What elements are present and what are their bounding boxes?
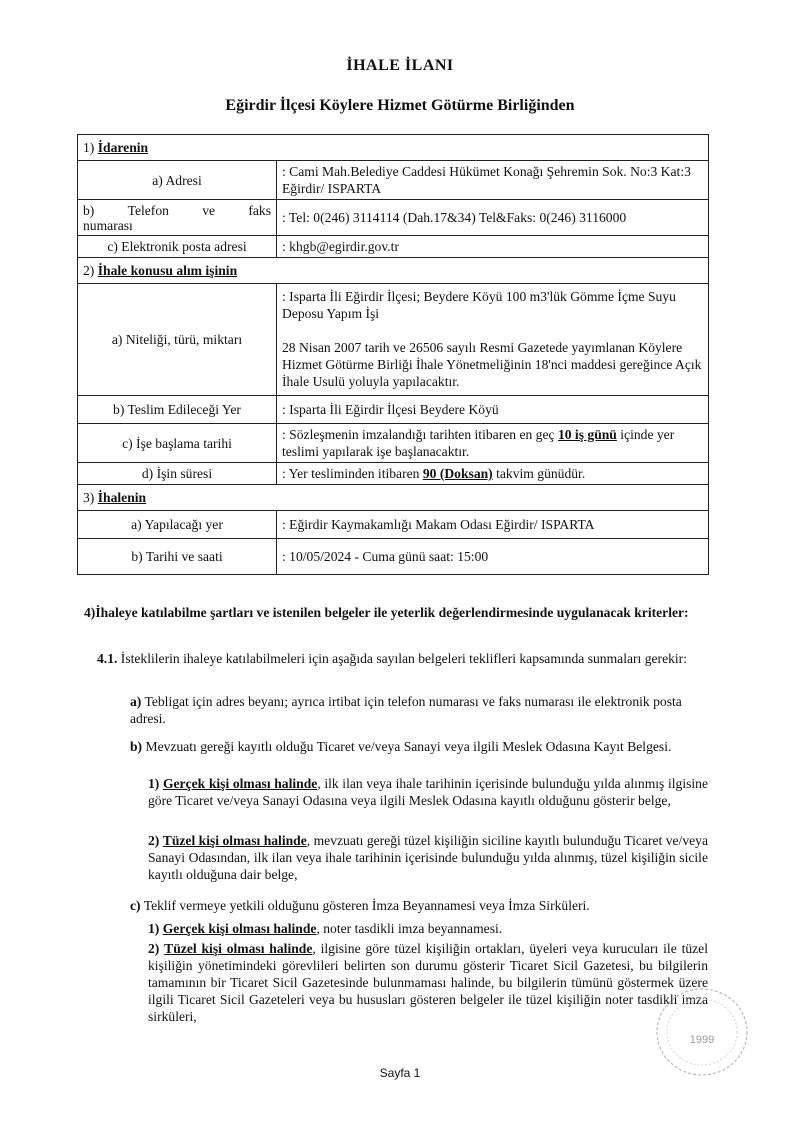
nature-value-2: 28 Nisan 2007 tarih ve 26506 sayılı Resmi Gazetede yayımlanan Köylere Hizmet Götürme Birliği İhale Yönetmeliğinin 18'nci maddesi gereğince Açık İhale Usulü yoluyla yapılacaktır.: [282, 340, 702, 389]
item-c-1: 1) Gerçek kişi olması halinde, noter tasdikli imza beyannamesi.: [148, 921, 503, 936]
duration-value: : Yer tesliminden itibaren 90 (Doksan) takvim günüdür.: [277, 463, 709, 485]
section-1-header-row: [78, 135, 709, 161]
duration-row: [78, 463, 709, 485]
date-label: b) Tarihi ve saati: [78, 539, 277, 575]
document-subtitle: Eğirdir İlçesi Köylere Hizmet Götürme Birliğinden: [225, 97, 575, 114]
address-row: [78, 161, 709, 200]
delivery-row: [78, 396, 709, 424]
section-2-header-row: [78, 258, 709, 284]
address-label: a) Adresi: [78, 161, 277, 200]
paragraph-4-1: 4.1. İsteklilerin ihaleye katılabilmeleri için aşağıda sayılan belgeleri teklifleri kapsamında sunmaları gerekir:: [97, 651, 687, 666]
section-1-heading: İdarenin: [97, 140, 149, 155]
email-row: [78, 236, 709, 258]
phone-label-word-2: ve: [202, 202, 216, 218]
item-c-2: 2) Tüzel kişi olması halinde, ilgisine göre tüzel kişiliğin ortakları, üyeleri veya kurucuları ile tüzel kişiliğin yönetimindeki görevlileri belirten son durumu gösterir Ticaret Sicil Gazetesi, bu bilgilerin tamamının bir Ticaret Sicil Gazetesinde bulunmaması halinde, bu bilgilerin tümünü göstermek üzere ilgili Ticaret Sicil Gazeteleri veya bu hususları gösteren belgeler ile tüzel kişiliğin noter tasdikli imza sirküleri,: [148, 941, 708, 1024]
nature-row: [78, 284, 709, 396]
place-value: : Eğirdir Kaymakamlığı Makam Odası Eğirdir/ ISPARTA: [277, 511, 709, 539]
place-label: a) Yapılacağı yer: [78, 511, 277, 539]
item-b-1: 1) Gerçek kişi olması halinde, ilk ilan veya ihale tarihinin içerisinde bulunduğu yılda alınmış ilgisine göre Ticaret ve/veya Sanayi Odasına veya ilgili Meslek Odasına kayıtlı olduğunu gösterir belge,: [148, 776, 708, 808]
phone-label-word-4: numarası: [83, 217, 133, 233]
phone-label-letter: b): [83, 202, 95, 218]
phone-label-word-1: Telefon: [127, 202, 169, 218]
section-1-number: 1): [83, 140, 95, 155]
start-label: c) İşe başlama tarihi: [78, 424, 277, 463]
section-3-number: 3): [83, 490, 95, 505]
email-value: : khgb@egirdir.gov.tr: [277, 236, 709, 258]
stamp-year: 1999: [689, 1034, 715, 1046]
section-3-heading: İhalenin: [97, 490, 147, 505]
nature-label: a) Niteliği, türü, miktarı: [78, 284, 277, 396]
phone-label-word-3: faks: [248, 202, 271, 218]
duration-days-highlight: 90 (Doksan): [422, 466, 493, 481]
page-number: Sayfa 1: [379, 1066, 421, 1080]
date-row: [78, 539, 709, 575]
section-2-number: 2): [83, 263, 95, 278]
address-value: : Cami Mah.Belediye Caddesi Hükümet Konağı Şehremin Sok. No:3 Kat:3 Eğirdir/ ISPARTA: [277, 161, 709, 200]
nature-value-1: : Isparta İli Eğirdir İlçesi; Beydere Köyü 100 m3'lük Gömme İçme Suyu Deposu Yapım İşi: [282, 289, 676, 321]
item-b: b) Mevzuatı gereği kayıtlı olduğu Ticaret ve/veya Sanayi veya ilgili Meslek Odasına Kayıt Belgesi.: [130, 739, 672, 754]
item-c: c) Teklif vermeye yetkili olduğunu gösteren İmza Beyannamesi veya İmza Sirküleri.: [130, 898, 590, 913]
delivery-label: b) Teslim Edileceği Yer: [78, 396, 277, 424]
item-b-2: 2) Tüzel kişi olması halinde, mevzuatı gereği tüzel kişiliğin siciline kayıtlı bulunduğu Ticaret ve/veya Sanayi Odasından, ilk ilan veya ihale tarihinin içerisinde bulunduğu yılda alınmış, tüzel kişiliğin sicile kayıtlı olduğuna dair belge,: [148, 833, 708, 882]
phone-value: : Tel: 0(246) 3114114 (Dah.17&34) Tel&Faks: 0(246) 3116000: [277, 200, 709, 236]
delivery-value: : Isparta İli Eğirdir İlçesi Beydere Köyü: [277, 396, 709, 424]
duration-label: d) İşin süresi: [78, 463, 277, 485]
start-row: [78, 424, 709, 463]
start-value: : Sözleşmenin imzalandığı tarihten itibaren en geç 10 iş günü içinde yer teslimi yapılarak işe başlanacaktır.: [277, 424, 709, 463]
phone-row: [78, 200, 709, 236]
date-value: : 10/05/2024 - Cuma günü saat: 15:00: [277, 539, 709, 575]
email-label: c) Elektronik posta adresi: [78, 236, 277, 258]
document-title: İHALE İLANI: [346, 57, 454, 74]
start-days-highlight: 10 iş günü: [557, 427, 617, 442]
section-4-heading: 4)İhaleye katılabilme şartları ve istenilen belgeler ile yeterlik değerlendirmesinde uygulanacak kriterler:: [84, 605, 689, 620]
section-2-heading: İhale konusu alım işinin: [97, 263, 238, 278]
place-row: [78, 511, 709, 539]
section-3-header-row: [78, 485, 709, 511]
item-a: a) Tebligat için adres beyanı; ayrıca irtibat için telefon numarası ve faks numarası ile elektronik posta adresi.: [130, 694, 682, 726]
phone-label: [78, 200, 277, 236]
tender-info-table: [77, 134, 709, 575]
